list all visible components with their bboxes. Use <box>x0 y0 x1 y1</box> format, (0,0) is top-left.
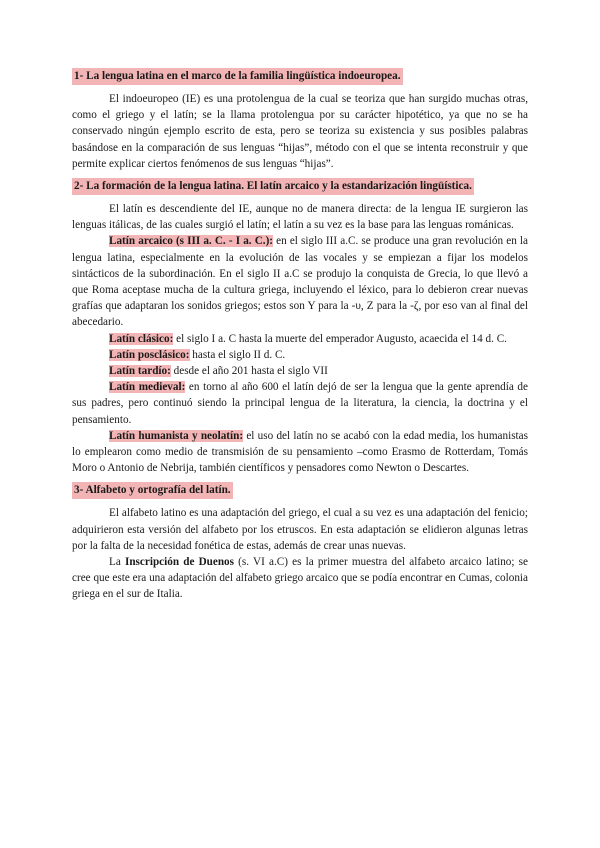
period-tardio <box>72 363 528 379</box>
period-label: Latín clásico: <box>109 332 174 345</box>
period-text: hasta el siglo II d. C. <box>189 348 286 361</box>
section-2-intro: El latín es descendiente del IE, aunque no de manera directa: de la lengua IE surgieron las lenguas itálicas, de las cuales surgió el latín; el latín a su vez es la base para las lenguas románicas. <box>72 203 528 232</box>
period-medieval <box>72 379 528 428</box>
period-text: el uso del latín no se acabó con la edad media, los humanistas lo emplearon como medio de transmisión de su pensamiento –como Erasmo de Rotterdam, Tomás Moro o Antonio de Nebrija, también científicos y pensadores como Newton o Descartes. <box>72 429 528 475</box>
period-arcaico <box>72 233 528 330</box>
p2-pre: La <box>109 556 125 569</box>
section-3-paragraph-2 <box>72 554 528 603</box>
period-label: Latín humanista y neolatín: <box>109 429 244 442</box>
section-1-heading: 1- La lengua latina en el marco de la familia lingüística indoeuropea. <box>72 68 403 85</box>
section-2-heading: 2- La formación de la lengua latina. El latín arcaico y la estandarización lingüística. <box>72 178 474 195</box>
section-2 <box>72 176 528 476</box>
period-label: Latín medieval: <box>109 381 186 394</box>
period-text: en torno al año 600 el latín dejó de ser la lengua que la gente aprendía de sus padres, pero continuó siendo la principal lengua de la literatura, la ciencia, la doctrina y el pensamiento. <box>72 381 528 426</box>
period-label: Latín tardío: <box>109 365 171 378</box>
section-1 <box>72 66 528 172</box>
section-3-paragraph-1: El alfabeto latino es una adaptación del griego, el cual a su vez es una adaptación del fenicio; adquirieron esta versión del alfabeto por los etruscos. En esta adaptación se elidieron algunas letras por la falta de la necesidad fonética de estas, además de crear unas nuevas. <box>72 507 528 552</box>
period-label: Latín arcaico (s III a. C. - I a. C.): <box>109 235 274 248</box>
period-humanista <box>72 428 528 477</box>
period-text: desde el año 201 hasta el siglo VII <box>170 365 328 378</box>
section-3-heading: 3- Alfabeto y ortografía del latín. <box>72 482 233 499</box>
period-posclasico <box>72 347 528 363</box>
period-text: en el siglo III a.C. se produce una gran revolución en la lengua latina, especialmente en la evolución de las vocales y se empiezan a fijar los modelos sintácticos de la subordinación. En el siglo II a.C se produjo la conquista de Grecia, lo que llevó a que Roma aceptase mucha de la cultura griega, incluyendo el léxico, para lo debieron crear nuevas grafías que adaptaran los sonidos griegos; estos son Y para la -υ, Z para la -ζ, por eso van al final del abecedario. <box>72 235 528 329</box>
period-label: Latín posclásico: <box>109 348 190 361</box>
section-3 <box>72 480 528 602</box>
period-text: el siglo I a. C hasta la muerte del emperador Augusto, acaecida el 14 d. C. <box>173 332 507 345</box>
period-clasico <box>72 331 528 347</box>
p2-post: (s. VI a.C) es la primer muestra del alfabeto arcaico latino; se cree que este era una adaptación del alfabeto griego arcaico que se podía encontrar en Cumas, colonia griega en el sur de Italia. <box>72 556 528 601</box>
inscription-name: Inscripción de Duenos <box>124 556 235 569</box>
section-1-paragraph: El indoeuropeo (IE) es una protolengua de la cual se teoriza que han surgido muchas otras, como el griego y el latín; se la llama protolengua por su carácter hipotético, ya que no se ha conservado ningún ejemplo escrito de esta, pero se teoriza su existencia y sus posibles palabras basándose en la comparación de sus lenguas “hijas”, método con el que se intenta reconstruir y que permite explicar ciertos fenómenos de sus lenguas “hijas”. <box>72 93 528 170</box>
